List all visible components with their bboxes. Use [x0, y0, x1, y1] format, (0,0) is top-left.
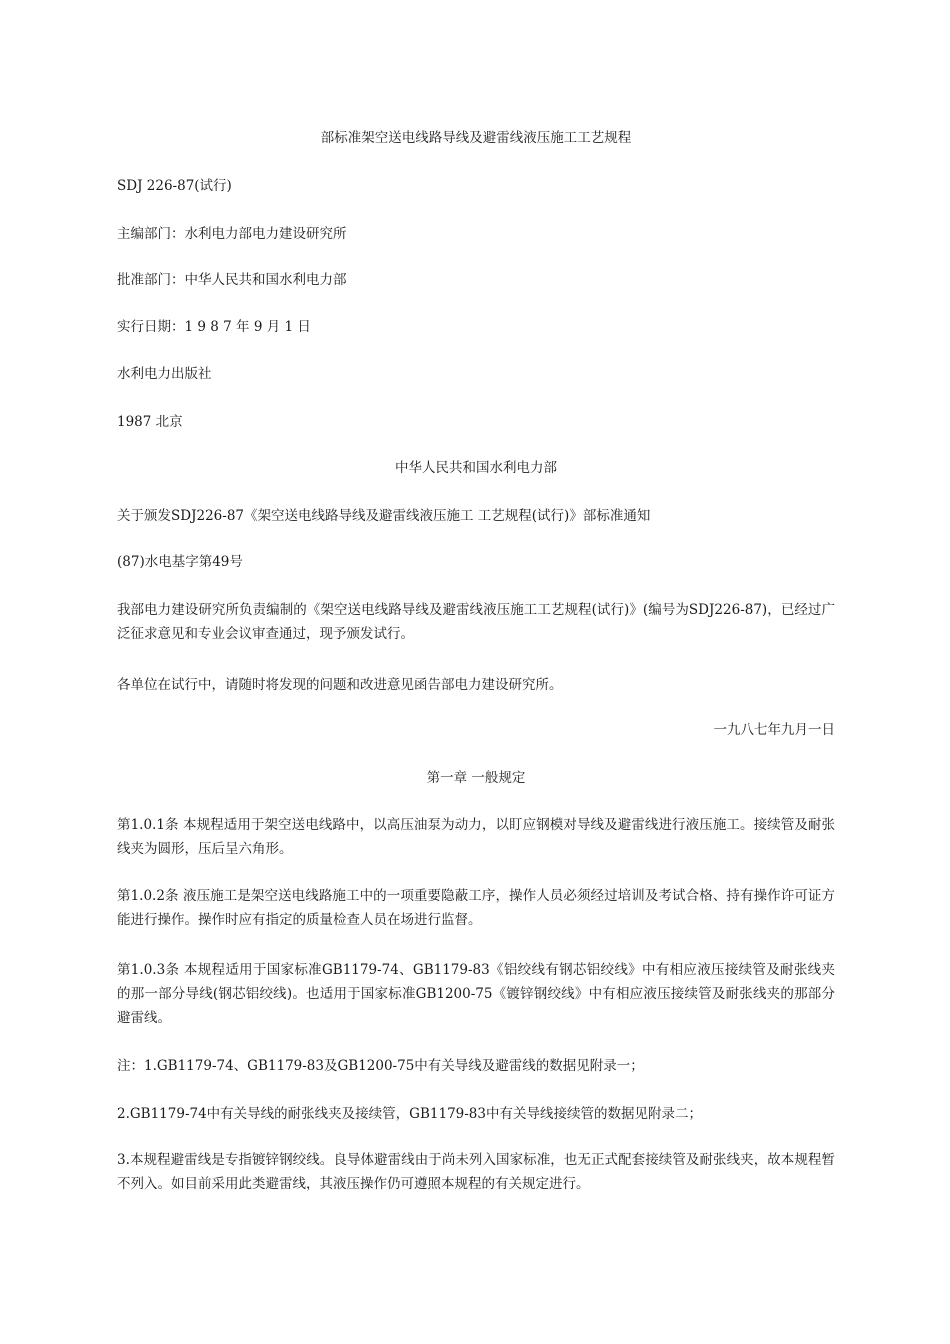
- document-page: [117, 0, 835, 1344]
- notice-issuer: 中华人民共和国水利电力部: [395, 460, 557, 476]
- note-paragraph: 3.本规程避雷线是专指镀锌钢绞线。良导体避雷线由于尚未列入国家标准，也无正式配套接续管及耐张线夹，故本规程暂不列入。如目前采用此类避雷线，其液压操作仍可遵照本规程的有关规定进行。: [117, 1152, 835, 1192]
- notice-title: 关于颁发SDJ226-87《架空送电线路导线及避雷线液压施工 工艺规程(试行)》部标准通知: [117, 508, 651, 524]
- effective-date: 实行日期：1 9 8 7 年 9 月 1 日: [117, 319, 311, 335]
- approver-department: 批准部门：中华人民共和国水利电力部: [117, 272, 347, 288]
- place-year: 1987 北京: [117, 414, 183, 430]
- clause-paragraph: 第1.0.3条 本规程适用于国家标准GB1179-74、GB1179-83《铝绞线有钢芯铝绞线》中有相应液压接续管及耐张线夹的那一部分导线(钢芯铝绞线)。也适用于国家标准GB1200-75《镀锌钢绞线》中有相应液压接续管及耐张线夹的那部分避雷线。: [117, 962, 835, 1026]
- clause-paragraph: 第1.0.1条 本规程适用于架空送电线路中，以高压油泵为动力，以盯应钢模对导线及避雷线进行液压施工。接续管及耐张线夹为圆形，压后呈六角形。: [117, 817, 835, 857]
- note-paragraph: 2.GB1179-74中有关导线的耐张线夹及接续管，GB1179-83中有关导线接续管的数据见附录二；: [117, 1106, 702, 1122]
- notice-date: 一九八七年九月一日: [713, 722, 835, 738]
- editor-department: 主编部门：水利电力部电力建设研究所: [117, 226, 347, 242]
- notice-number: (87)水电基字第49号: [117, 554, 243, 570]
- notice-body-paragraph: 各单位在试行中，请随时将发现的问题和改进意见函告部电力建设研究所。: [117, 677, 563, 693]
- standard-code: SDJ 226-87(试行): [117, 178, 232, 194]
- notice-body-paragraph: 我部电力建设研究所负责编制的《架空送电线路导线及避雷线液压施工工艺规程(试行)》(编号为SDJ226-87)，已经过广泛征求意见和专业会议审查通过，现予颁发试行。: [117, 602, 835, 642]
- publisher: 水利电力出版社: [117, 366, 212, 382]
- clause-paragraph: 第1.0.2条 液压施工是架空送电线路施工中的一项重要隐蔽工序，操作人员必须经过培训及考试合格、持有操作许可证方能进行操作。操作时应有指定的质量检查人员在场进行监督。: [117, 888, 835, 928]
- document-title: 部标准架空送电线路导线及避雷线液压施工工艺规程: [320, 130, 632, 146]
- note-paragraph: 注：1.GB1179-74、GB1179-83及GB1200-75中有关导线及避雷线的数据见附录一；: [117, 1058, 644, 1074]
- chapter-title: 第一章 一般规定: [426, 770, 526, 786]
